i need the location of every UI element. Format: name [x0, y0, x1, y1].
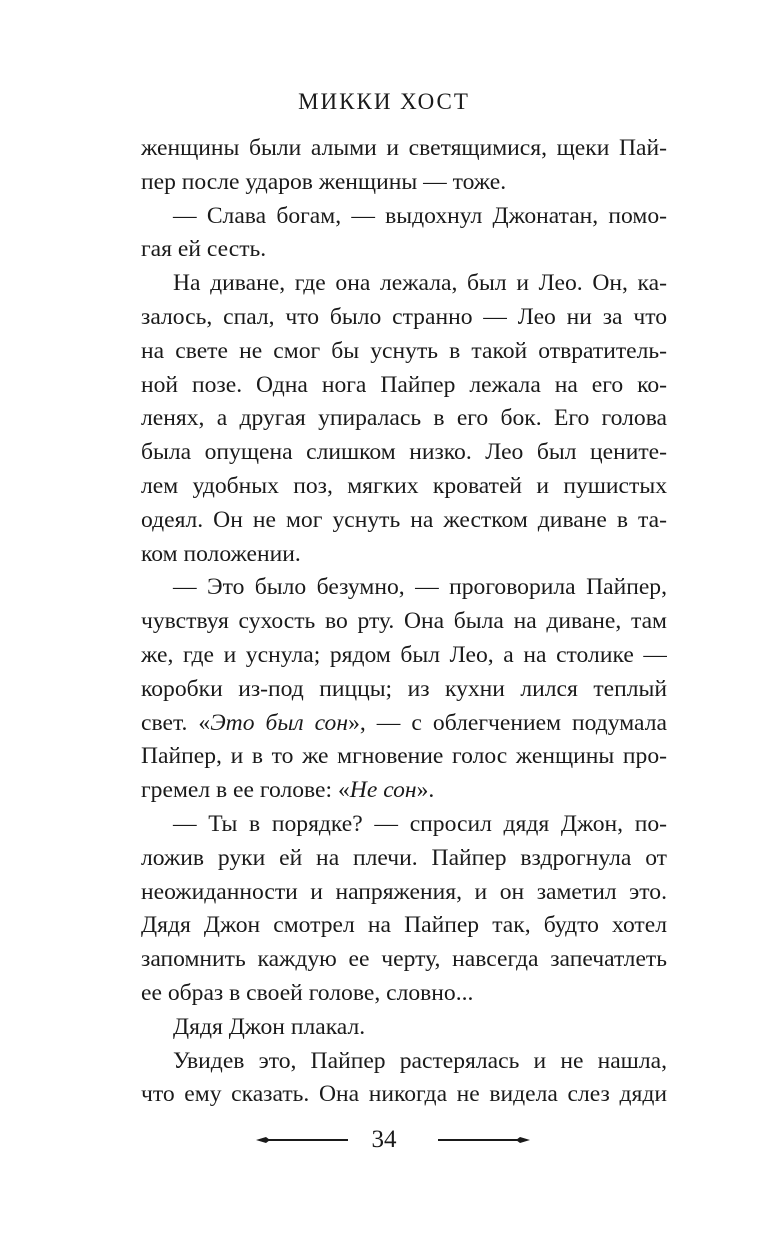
- text-line: ложив руки ей на плечи. Пайпер вздрогнула от: [141, 844, 667, 871]
- body-text: [141, 132, 667, 1112]
- text-line: — Это было безумно, — проговорила Пайпер,: [173, 574, 667, 601]
- text-line: запомнить каждую ее черту, навсегда запечатлеть: [141, 946, 667, 973]
- text-line: чувствуя сухость во рту. Она была на диване, там: [141, 608, 667, 635]
- text-line: — Ты в порядке? — спросил дядя Джон, по-: [173, 810, 667, 837]
- text-line: была опущена слишком низко. Лео был цените-: [141, 439, 667, 466]
- text-line: коробки из-под пиццы; из кухни лился теплый: [141, 675, 667, 702]
- text-line: ком положении.: [141, 540, 301, 567]
- text-line: женщины были алыми и светящимися, щеки Пай-: [141, 135, 667, 161]
- text-line: [141, 707, 667, 741]
- text-line: что ему сказать. Она никогда не видела слез дяди: [141, 1081, 667, 1108]
- left-ornament-icon: [256, 1136, 348, 1144]
- text-line: лем удобных поз, мягких кроватей и пушистых: [141, 472, 667, 499]
- text-line: одеял. Он не мог уснуть на жестком диване в та-: [141, 506, 667, 533]
- page-number: 34: [371, 1126, 397, 1153]
- text-line: [141, 774, 667, 808]
- italic-text: Это был сон: [210, 709, 349, 736]
- text-line: залось, спал, что было странно — Лео ни за что: [141, 303, 667, 330]
- text-line: ленях, а другая упиралась в его бок. Его голова: [141, 405, 667, 432]
- text-line: Увидев это, Пайпер растерялась и не нашла,: [173, 1047, 667, 1074]
- text-line: ее образ в своей голове, словно...: [141, 979, 474, 1006]
- text-line: на свете не смог бы уснуть в такой отвратитель-: [141, 337, 667, 364]
- right-ornament-icon: [438, 1136, 530, 1144]
- text-line: ной позе. Одна нога Пайпер лежала на его ко-: [141, 371, 667, 398]
- page-footer: [0, 1123, 768, 1157]
- italic-text: Не сон: [349, 777, 417, 804]
- text-line: На диване, где она лежала, был и Лео. Он, ка-: [173, 270, 667, 297]
- text-line: неожиданности и напряжения, и он заметил это.: [141, 878, 667, 905]
- running-head: МИККИ ХОСТ: [298, 89, 470, 114]
- text-span: гремел в ее голове: «: [141, 777, 350, 804]
- text-line: же, где и уснула; рядом был Лео, а на столике —: [141, 641, 667, 668]
- text-line: пер после ударов женщины — тоже.: [141, 168, 507, 195]
- text-line: гая ей сесть.: [141, 236, 267, 263]
- text-line: Дядя Джон смотрел на Пайпер так, будто хотел: [141, 912, 667, 939]
- text-line: — Слава богам, — выдохнул Джонатан, помо-: [173, 202, 667, 229]
- text-line: Дядя Джон плакал.: [173, 1013, 366, 1040]
- text-span: свет. «: [141, 709, 211, 736]
- text-span: », — с облегчением подумала: [348, 709, 667, 736]
- text-line: Пайпер, и в то же мгновение голос женщины про-: [141, 743, 667, 770]
- text-span: ».: [416, 777, 435, 804]
